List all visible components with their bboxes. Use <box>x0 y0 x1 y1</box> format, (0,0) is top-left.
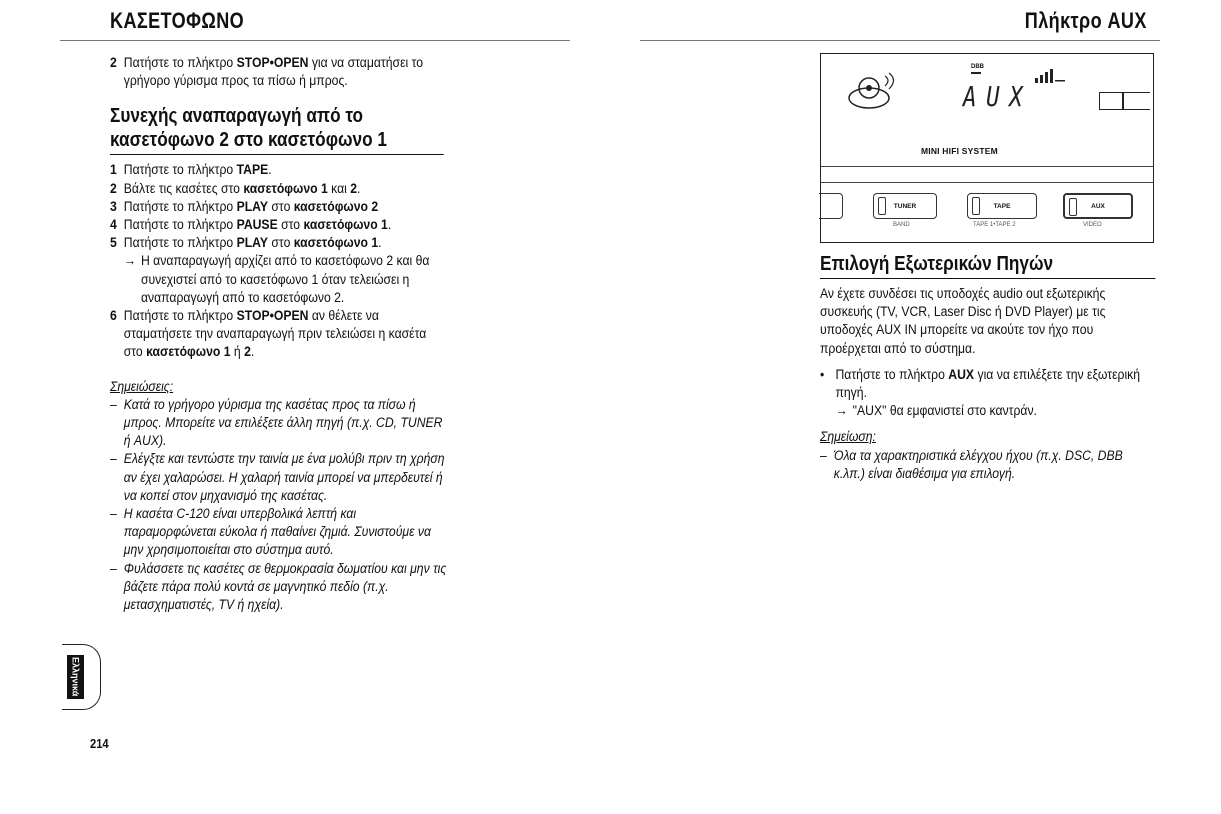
tuner-sublabel: BAND <box>893 222 910 228</box>
step-item: 5 Πατήστε το πλήκτρο PLAY στο κασετόφωνο 1. <box>110 235 382 252</box>
step-item: 4 Πατήστε το πλήκτρο PAUSE στο κασετόφωνο 1. <box>110 217 392 234</box>
aux-sublabel: VIDEO <box>1083 222 1102 228</box>
note-item: – Όλα τα χαρακτηριστικά ελέγχου ήχου (π.χ. DSC, DBB κ.λπ.) είναι διαθέσιμα για επιλογή. <box>820 447 1123 482</box>
step-6: 6 Πατήστε το πλήκτρο STOP•OPEN αν θέλετε να σταματήσετε την αναπαραγωγή πριν τελειώσει η κασέτα στο κασετόφωνο 1 ή 2. <box>110 308 427 361</box>
tape-sublabel: TAPE 1•TAPE 2 <box>973 222 1016 228</box>
step-item: 2 Βάλτε τις κασέτες στο κασετόφωνο 1 και 2. <box>110 180 361 197</box>
signal-bars-icon <box>1033 64 1067 84</box>
note-item: – Κατά το γρήγορο γύρισμα της κασέτας προς τα πίσω ή μπρος. Μπορείτε να επιλέξετε άλλη πηγή (π.χ. CD, TUNER ή AUX). <box>110 396 443 450</box>
aux-result: → "AUX" θα εμφανιστεί στο καντράν. <box>835 403 1037 420</box>
right-column <box>820 252 1158 483</box>
notes-list <box>110 396 447 614</box>
language-tab <box>62 644 101 710</box>
note-item: – Φυλάσσετε τις κασέτες σε θερμοκρασία δωματίου και μην τις βάζετε πάρα πολύ κοντά σε μαγνητικό πεδίο (π.χ. μετασχηματιστές, TV ή ηχεία). <box>110 560 447 614</box>
step5-result: → Η αναπαραγωγή αρχίζει από το κασετόφωνο 2 και θα συνεχιστεί από το κασετόφωνο 1 όταν τελειώσει η αναπαραγωγή από το κασετόφωνο 2. <box>123 253 430 306</box>
hardware-buttons <box>821 182 1153 233</box>
lcd-screen <box>821 54 1153 167</box>
note-item: – Η κασέτα C-120 είναι υπερβολικά λεπτή και παραμορφώνεται εύκολα ή παθαίνει ζημιά. Συνιστούμε να μην χρησιμοποιείται στο σύστημα αυτό. <box>110 506 431 559</box>
header-rule-left <box>60 40 570 41</box>
step-item: 1 Πατήστε το πλήκτρο TAPE. <box>110 162 272 179</box>
section-header-title: Πλήκτρο AUX <box>1025 8 1147 33</box>
lcd-segment-right <box>1123 92 1150 110</box>
page-number: 214 <box>90 736 109 751</box>
hw-button-edge <box>819 193 843 219</box>
intro-step: 2 Πατήστε το πλήκτρο STOP•OPEN για να σταματήσει το γρήγορο γύρισμα προς τα πίσω ή μπρος. <box>110 55 424 90</box>
steps-list <box>110 161 447 252</box>
chapter-title: ΚΑΣΕΤΟΦΩΝΟ <box>110 8 245 33</box>
aux-button: AUX <box>1063 193 1133 219</box>
front-panel-illustration <box>820 53 1154 243</box>
continuous-play-heading: Συνεχής αναπαραγωγή από το κασετόφωνο 2 στο κασετόφωνο 1 <box>110 104 444 155</box>
aux-instruction: • Πατήστε το πλήκτρο AUX για να επιλέξετε την εξωτερική πηγή. <box>820 366 1141 402</box>
tape-button: TAPE <box>967 193 1037 219</box>
dbb-indicator <box>971 72 981 74</box>
note-heading: Σημείωση: <box>820 429 876 446</box>
disc-tray-icon <box>843 68 913 118</box>
left-column <box>110 54 502 614</box>
external-sources-intro: Αν έχετε συνδέσει τις υποδοχές audio out εξωτερικής συσκευής (TV, VCR, Laser Disc ή DVD Player) με τις υποδοχές AUX IN μπορείτε να ακούτε τον ήχο που προέρχεται από το σύστημα. <box>820 286 1106 357</box>
tuner-button: TUNER <box>873 193 937 219</box>
model-label: MINI HIFI SYSTEM <box>921 146 998 156</box>
lcd-segment-left <box>1099 92 1123 110</box>
external-sources-heading: Επιλογή Εξωτερικών Πηγών <box>820 252 1155 279</box>
step-item: 3 Πατήστε το πλήκτρο PLAY στο κασετόφωνο 2 <box>110 198 379 215</box>
note-item: – Ελέγξτε και τεντώστε την ταινία με ένα μολύβι πριν τη χρήση αν έχει χαλαρώσει. Η χαλαρή ταινία μπορεί να μπερδευτεί ή να κοπεί στον μηχανισμό της κασέτας. <box>110 451 445 504</box>
lcd-readout: AUX <box>963 80 1033 113</box>
dbb-label: DBB <box>971 64 984 70</box>
header-rule-right <box>640 40 1160 41</box>
notes-heading: Σημειώσεις: <box>110 378 174 395</box>
language-tab-label: Ελληνικά <box>67 655 84 699</box>
